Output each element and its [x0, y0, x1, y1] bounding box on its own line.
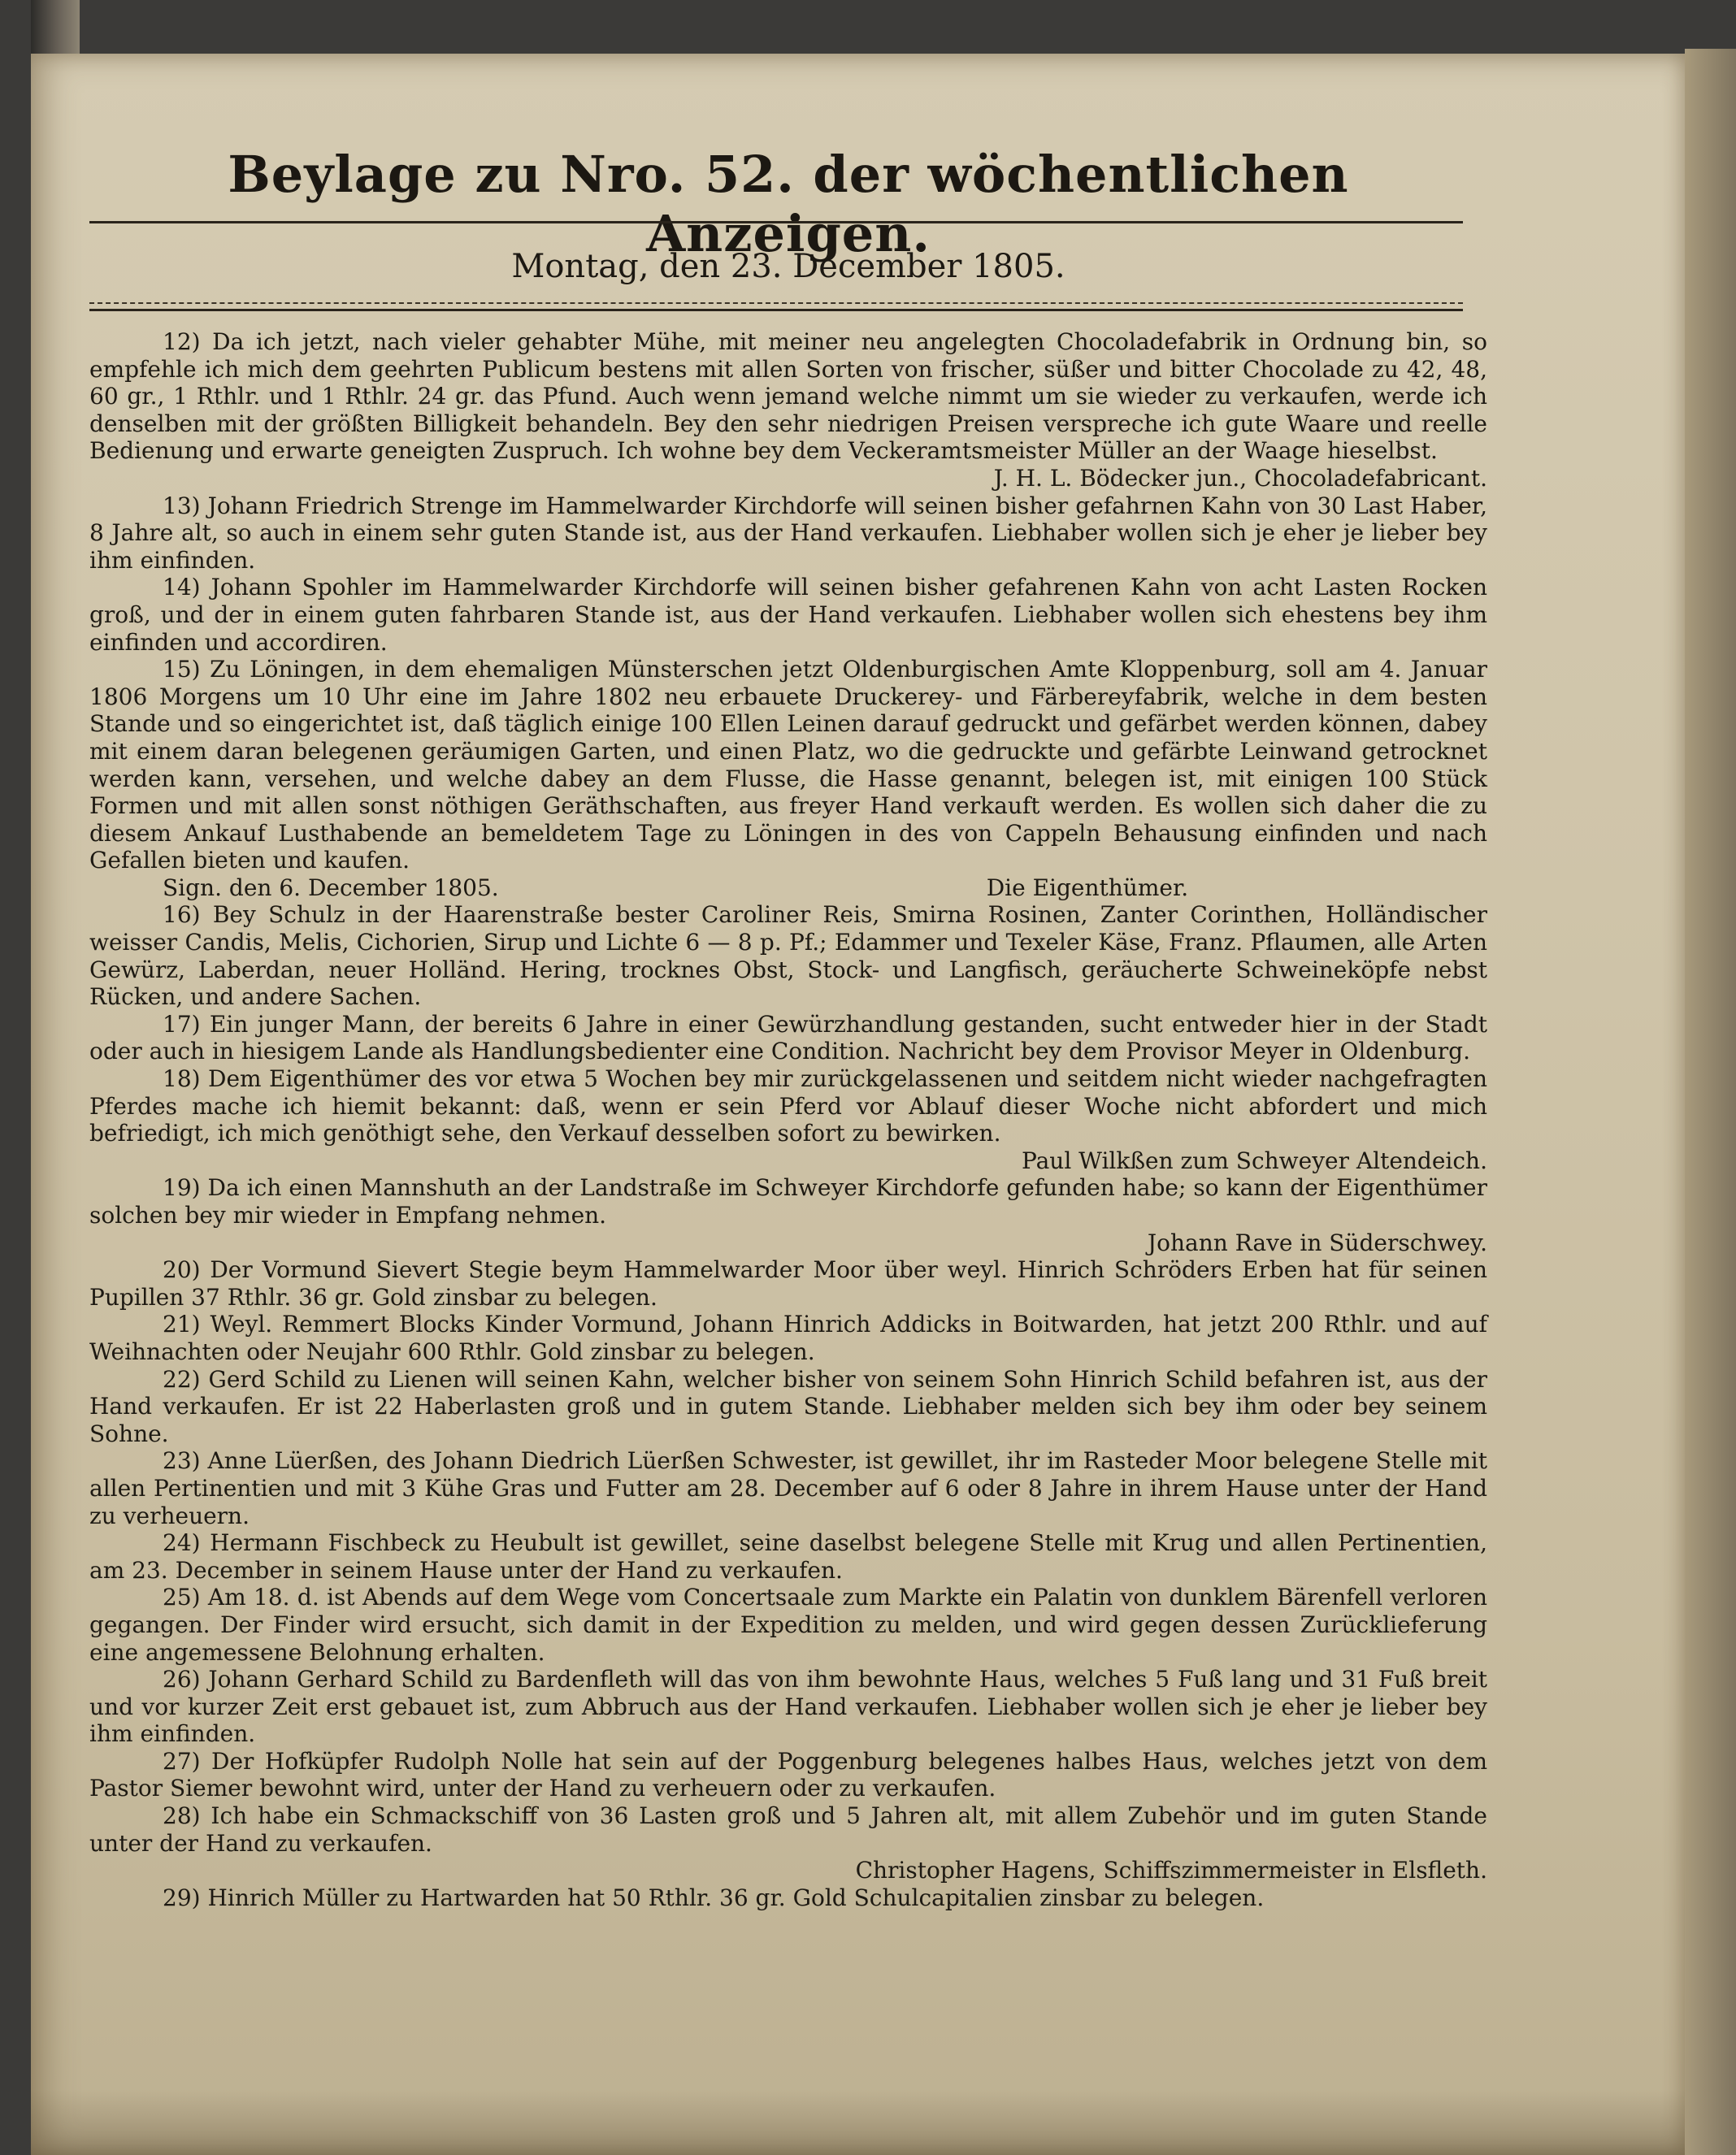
page-shadow: [31, 2090, 1685, 2155]
notice-22: 22) Gerd Schild zu Lienen will seinen Kahn, welcher bisher von seinem Sohn Hinrich Schild befahren ist, aus der Hand verkaufen. Er ist 22 Haberlasten groß und in gutem Stande. Liebhaber melden sich bey ihm oder bey seinem Sohne.: [89, 1365, 1487, 1447]
page-title: Beylage zu Nro. 52. der wöchentlichen Anzeigen.: [228, 145, 1349, 263]
notice-12: 12) Da ich jetzt, nach vieler gehabter Mühe, mit meiner neu angelegten Chocoladefabrik in Ordnung bin, so empfehle ich mich dem geehrten Publicum bestens mit allen Sorten von frischer, süßer und bitter Chocolade zu 42, 48, 60 gr., 1 Rthlr. und 1 Rthlr. 24 gr. das Pfund. Auch wenn jemand welche nimmt um sie wieder zu verkaufen, werde ich denselben mit der größten Billigkeit behandeln. Bey den sehr niedrigen Preisen verspreche ich gute Waare und reelle Bedienung und erwarte geneigten Zuspruch. Ich wohne bey dem Veckeramtsmeister Müller an der Waage hieselbst. J. H. L. Bödecker jun., Chocoladefabricant.: [89, 328, 1487, 492]
notice-20: 20) Der Vormund Sievert Stegie beym Hammelwarder Moor über weyl. Hinrich Schröders Erben hat für seinen Pupillen 37 Rthlr. 36 gr. Gold zinsbar zu belegen.: [89, 1256, 1487, 1311]
notices-column: [89, 328, 1487, 1911]
notice-23: 23) Anne Lüerßen, des Johann Diedrich Lüerßen Schwester, ist gewillet, ihr im Rasteder Moor belegene Stelle mit allen Pertinentien und mit 3 Kühe Gras und Futter am 28. December auf 6 oder 8 Jahre in ihrem Hause unter der Hand zu verheuern.: [89, 1447, 1487, 1529]
notice-24: 24) Hermann Fischbeck zu Heubult ist gewillet, seine daselbst belegene Stelle mit Krug und allen Pertinentien, am 23. December in seinem Hause unter der Hand zu verkaufen.: [89, 1529, 1487, 1584]
notice-25: 25) Am 18. d. ist Abends auf dem Wege vom Concertsaale zum Markte ein Palatin von dunklem Bärenfell verloren gegangen. Der Finder wird ersucht, sich damit in der Expedition zu melden, und wird gegen dessen Zurücklieferung eine angemessene Belohnung erhalten.: [89, 1584, 1487, 1666]
date-rule-dashed: [89, 302, 1463, 304]
title-rule: [89, 221, 1463, 223]
notice-15: 15) Zu Löningen, in dem ehemaligen Münsterschen jetzt Oldenburgischen Amte Kloppenburg, soll am 4. Januar 1806 Morgens um 10 Uhr eine im Jahre 1802 neu erbauete Druckerey- und Färbereyfabrik, welche in dem besten Stande und so eingerichtet ist, daß täglich einige 100 Ellen Leinen darauf gedruckt und gefärbet werden können, dabey mit einem daran belegenen geräumigen Garten, und einen Platz, wo die gedruckte und gefärbte Leinwand getrocknet werden kann, versehen, und welche dabey an dem Flusse, die Hasse genannt, belegen ist, mit einigen 100 Stück Formen und mit allen sonst nöthigen Geräthschaften, aus freyer Hand verkauft werden. Es wollen sich daher die zu diesem Ankauf Lusthabende an bemeldetem Tage zu Löningen in des von Cappeln Behausung einfinden und nach Gefallen bieten und kaufen.: [89, 656, 1487, 874]
notice-21: 21) Weyl. Remmert Blocks Kinder Vormund, Johann Hinrich Addicks in Boitwarden, hat jetzt 200 Rthlr. und auf Weihnachten oder Neujahr 600 Rthlr. Gold zinsbar zu belegen.: [89, 1311, 1487, 1365]
notice-signature: J. H. L. Bödecker jun., Chocoladefabricant.: [993, 464, 1487, 492]
notice-13: 13) Johann Friedrich Strenge im Hammelwarder Kirchdorfe will seinen bisher gefahrnen Kahn von 30 Last Haber, 8 Jahre alt, so auch in einem sehr guten Stande ist, aus der Hand verkaufen. Liebhaber wollen sich je eher je lieber bey ihm einfinden.: [89, 492, 1487, 574]
issue-date: Montag, den 23. December 1805.: [511, 248, 1065, 285]
notice-17: 17) Ein junger Mann, der bereits 6 Jahre in einer Gewürzhandlung gestanden, sucht entweder hier in der Stadt oder auch in hiesigem Lande als Handlungsbedienter eine Condition. Nachricht bey dem Provisor Meyer in Oldenburg.: [89, 1010, 1487, 1065]
page-edge: [1685, 49, 1736, 2155]
notice-29: 29) Hinrich Müller zu Hartwarden hat 50 Rthlr. 36 gr. Gold Schulcapitalien zinsbar zu belegen.: [163, 1884, 1265, 1911]
notice-16: 16) Bey Schulz in der Haarenstraße bester Caroliner Reis, Smirna Rosinen, Zanter Corinthen, Holländischer weisser Candis, Melis, Cichorien, Sirup und Lichte 6 — 8 p. Pf.; Edammer und Texeler Käse, Franz. Pflaumen, alle Arten Gewürz, Laberdan, neuer Holländ. Hering, trocknes Obst, Stock- und Langfisch, geräucherte Schweineköpfe nebst Rücken, und andere Sachen.: [89, 901, 1487, 1011]
notice-15-signature: Sign. den 6. December 1805. Die Eigenthümer.: [163, 874, 1189, 901]
notice-19: 19) Da ich einen Mannshuth an der Landstraße im Schweyer Kirchdorfe gefunden habe; so kann der Eigenthümer solchen bey mir wieder in Empfang nehmen. Johann Rave in Süderschwey.: [89, 1174, 1487, 1256]
notice-14: 14) Johann Spohler im Hammelwarder Kirchdorfe will seinen bisher gefahrenen Kahn von acht Lasten Rocken groß, und der in einem guten fahrbaren Stande ist, aus der Hand verkaufen. Liebhaber wollen sich ehestens bey ihm einfinden und accordiren.: [89, 574, 1487, 656]
date-rule: [89, 309, 1463, 311]
notice-27: 27) Der Hofküpfer Rudolph Nolle hat sein auf der Poggenburg belegenes halbes Haus, welches jetzt von dem Pastor Siemer bewohnt wird, unter der Hand zu verheuern oder zu verkaufen.: [89, 1747, 1487, 1802]
notice-18: 18) Dem Eigenthümer des vor etwa 5 Wochen bey mir zurückgelassenen und seitdem nicht wieder nachgefragten Pferdes mache ich hiemit bekannt: daß, wenn er sein Pferd vor Ablauf dieser Woche nicht abfordert und mich befriedigt, ich mich genöthigt sehe, den Verkauf desselben sofort zu bewirken. Paul Wilkßen zum Schweyer Altendeich.: [89, 1065, 1487, 1174]
notice-28: 28) Ich habe ein Schmackschiff von 36 Lasten groß und 5 Jahren alt, mit allem Zubehör und im guten Stande unter der Hand zu verkaufen. Christopher Hagens, Schiffszimmermeister in Elsfleth.: [89, 1802, 1487, 1884]
notice-signature: Paul Wilkßen zum Schweyer Altendeich.: [1022, 1147, 1487, 1174]
notice-signature: Christopher Hagens, Schiffszimmermeister in Elsfleth.: [855, 1857, 1487, 1884]
notice-26: 26) Johann Gerhard Schild zu Bardenfleth will das von ihm bewohnte Haus, welches 5 Fuß lang und 31 Fuß breit und vor kurzer Zeit erst gebauet ist, zum Abbruch aus der Hand verkaufen. Liebhaber wollen sich je eher je lieber bey ihm einfinden.: [89, 1666, 1487, 1748]
notice-signature: Johann Rave in Süderschwey.: [1147, 1229, 1487, 1256]
